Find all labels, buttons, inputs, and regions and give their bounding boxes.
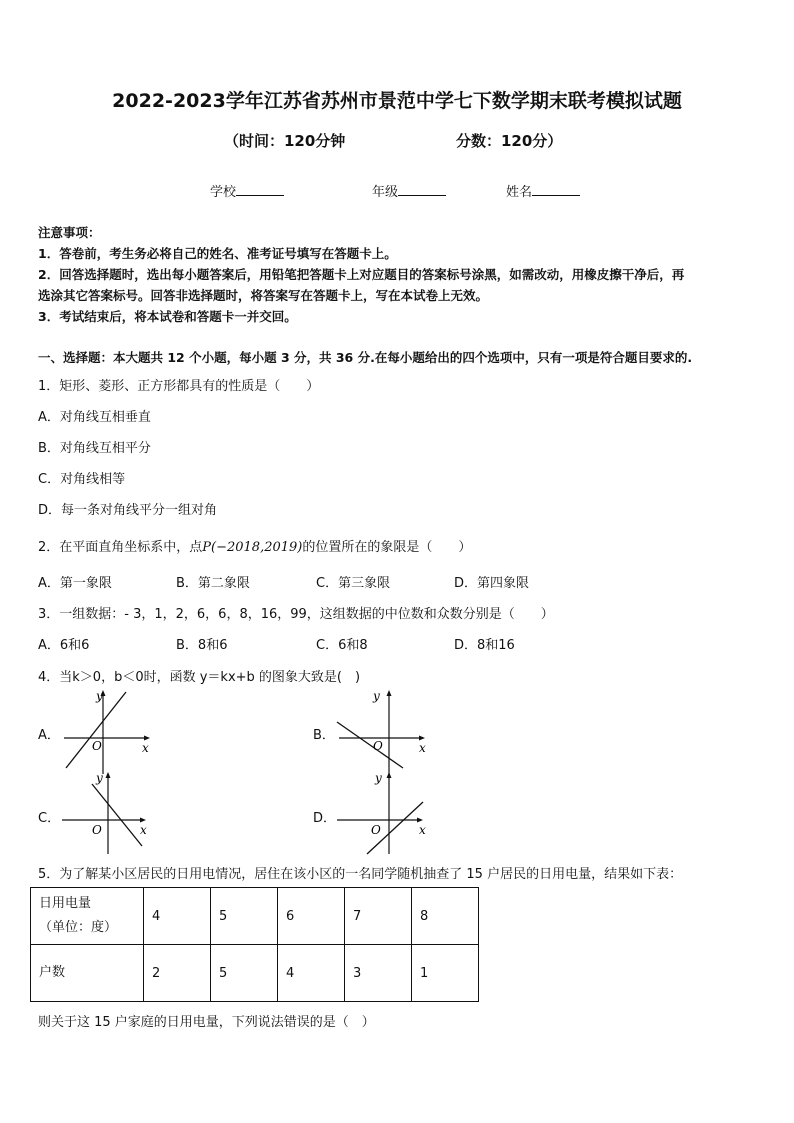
x-axis-arrow: [144, 736, 150, 741]
q2-stem: [38, 536, 471, 555]
q2-point: P(−2018,2019): [202, 540, 303, 555]
q4-option-a: A．: [38, 728, 60, 743]
q5-data-table: [30, 887, 479, 1002]
q2-stem-pre: 2．在平面直角坐标系中，点: [38, 540, 203, 555]
school-blank: [236, 183, 284, 196]
school-field: [210, 181, 284, 200]
q4-graph-d: [333, 768, 453, 860]
note-item: 3．考试结束后，将本试卷和答题卡一并交回。: [38, 309, 297, 324]
x-label: x: [419, 741, 426, 755]
function-line: [66, 692, 126, 768]
x-label: x: [419, 823, 426, 837]
x-label: x: [140, 823, 147, 837]
q3-option-c: C．6和8: [316, 638, 368, 653]
grade-blank: [398, 183, 446, 196]
table-cell: 1: [412, 945, 479, 1002]
y-label: y: [375, 771, 382, 785]
name-label: 姓名: [506, 185, 533, 200]
notes-heading: 注意事项：: [38, 225, 101, 240]
y-label: y: [96, 771, 103, 785]
q4-option-c: C．: [38, 811, 61, 826]
q2-option-a: A．第一象限: [38, 576, 112, 591]
q2-option-d: D．第四象限: [454, 576, 530, 591]
page-title: 2022-2023学年江苏省苏州市景范中学七下数学期末联考模拟试题: [112, 90, 682, 112]
origin-label: O: [371, 823, 381, 837]
x-axis-arrow: [417, 818, 423, 823]
name-blank: [532, 183, 580, 196]
exam-score: 分数：120分）: [456, 132, 563, 150]
origin-label: O: [373, 739, 383, 753]
q1-option-b: B．对角线互相平分: [38, 441, 151, 456]
section-heading: 一、选择题：本大题共 12 个小题，每小题 3 分，共 36 分.在每小题给出的四个选项中，只有一项是符合题目要求的.: [38, 350, 693, 365]
q1-stem: 1．矩形、菱形、正方形都具有的性质是（ ）: [38, 379, 320, 394]
note-item: 1．答卷前，考生务必将自己的姓名、准考证号填写在答题卡上。: [38, 246, 397, 261]
origin-label: O: [92, 823, 102, 837]
table-cell: 3: [345, 945, 412, 1002]
name-field: [506, 181, 580, 200]
table-row: [31, 888, 479, 945]
table-row: [31, 945, 479, 1002]
grade-label: 年级: [372, 185, 399, 200]
y-label: y: [373, 689, 380, 703]
table-cell: 4: [144, 888, 211, 945]
x-axis-arrow: [140, 818, 146, 823]
q4-option-b: B．: [313, 728, 335, 743]
q2-option-c: C．第三象限: [316, 576, 391, 591]
origin-label: O: [92, 739, 102, 753]
grade-field: [372, 181, 446, 200]
q4-graph-a: [58, 686, 178, 778]
exam-time: （时间：120分钟: [224, 132, 346, 150]
row1-label-line1: 日用电量: [39, 896, 92, 911]
table-cell: 7: [345, 888, 412, 945]
y-axis-arrow: [387, 772, 392, 778]
q1-option-a: A．对角线互相垂直: [38, 410, 151, 425]
table-cell: 户数: [31, 945, 144, 1002]
school-label: 学校: [210, 185, 237, 200]
table-cell: 8: [412, 888, 479, 945]
y-axis-arrow: [387, 690, 392, 696]
q1-option-c: C．对角线相等: [38, 472, 126, 487]
x-axis-arrow: [419, 736, 425, 741]
table-cell: [31, 888, 144, 945]
q4-option-d: D．: [313, 811, 337, 826]
y-label: y: [96, 689, 103, 703]
q2-stem-post: 的位置所在的象限是（ ）: [302, 540, 472, 555]
q2-option-b: B．第二象限: [176, 576, 250, 591]
q3-option-d: D．8和16: [454, 638, 515, 653]
q1-option-d: D．每一条对角线平分一组对角: [38, 503, 218, 518]
table-cell: 4: [278, 945, 345, 1002]
table-cell: 2: [144, 945, 211, 1002]
function-line: [337, 722, 403, 768]
row1-label-line2: （单位：度）: [39, 920, 118, 935]
q4-graph-c: [58, 768, 178, 860]
table-cell: 5: [211, 888, 278, 945]
note-item: 2．回答选择题时，选出每小题答案后，用铅笔把答题卡上对应题目的答案标号涂黑，如需改动，用橡皮擦干净后，再: [38, 267, 685, 282]
y-axis-arrow: [106, 772, 111, 778]
q5-followup: 则关于这 15 户家庭的日用电量，下列说法错误的是（ ）: [38, 1015, 375, 1030]
q4-stem: 4．当k＞0，b＜0时，函数 y＝kx+b 的图象大致是( ): [38, 670, 361, 685]
note-item: 选涂其它答案标号。回答非选择题时，将答案写在答题卡上，写在本试卷上无效。: [38, 288, 489, 303]
q3-option-a: A．6和6: [38, 638, 90, 653]
q4-graph-b: [333, 686, 453, 778]
q3-option-b: B．8和6: [176, 638, 228, 653]
q3-stem: 3．一组数据：- 3，1，2，6，6，8，16，99，这组数据的中位数和众数分别是（ ）: [38, 607, 554, 622]
q5-stem: 5．为了解某小区居民的日用电情况，居住在该小区的一名同学随机抽查了 15 户居民的日用电量，结果如下表：: [38, 867, 683, 882]
x-label: x: [142, 741, 149, 755]
table-cell: 6: [278, 888, 345, 945]
table-cell: 5: [211, 945, 278, 1002]
